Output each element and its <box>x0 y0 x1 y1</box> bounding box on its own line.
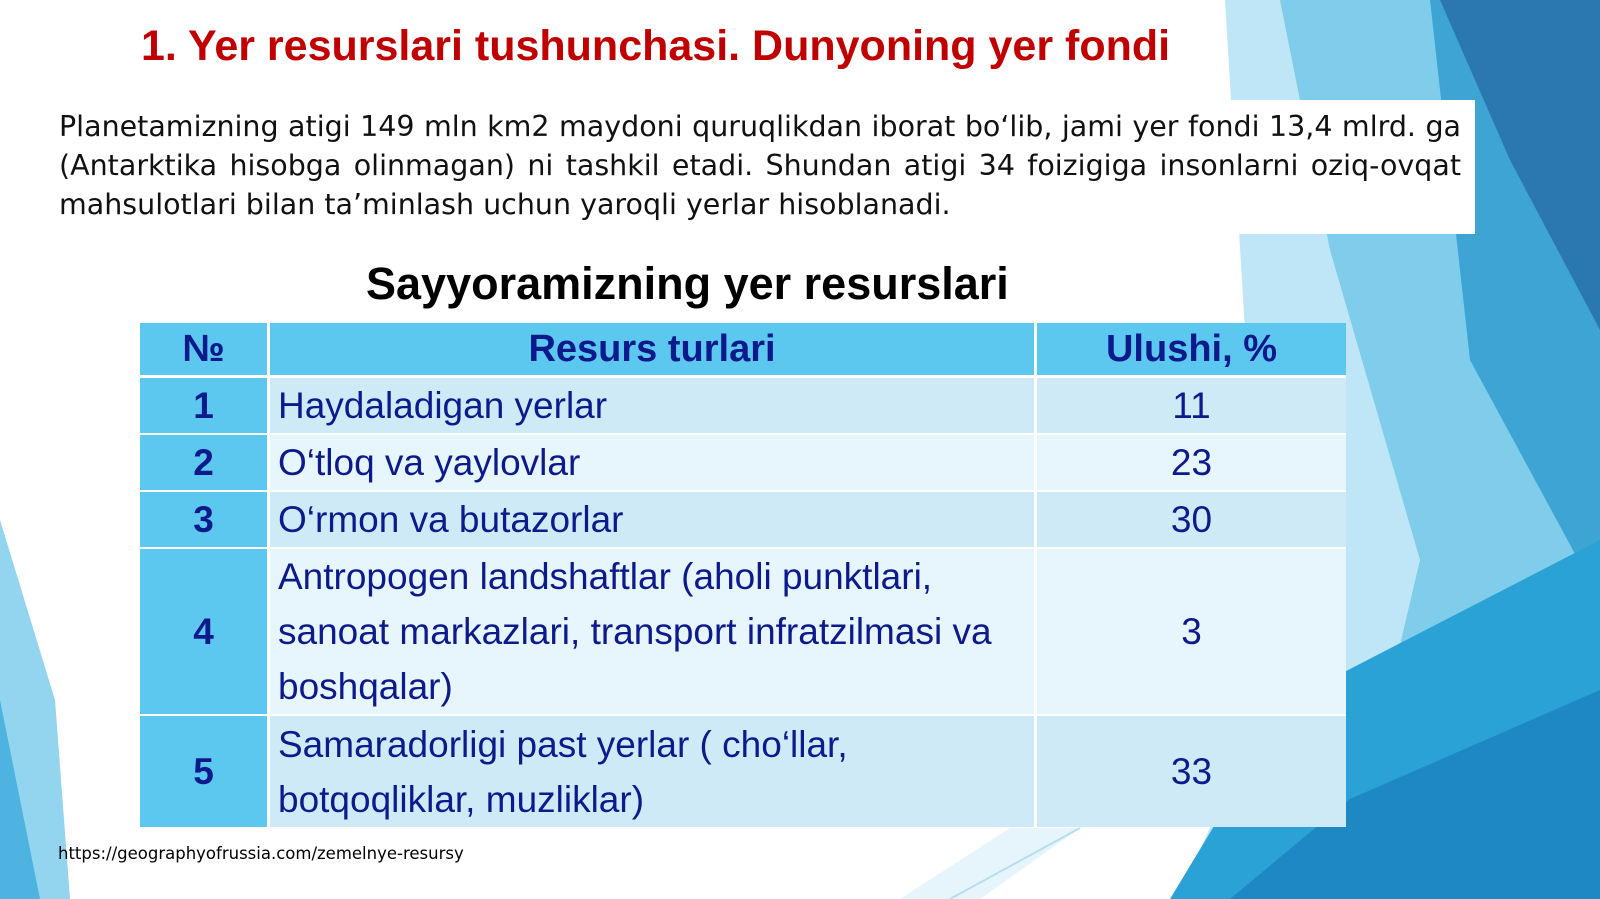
row-number: 1 <box>140 378 267 433</box>
row-resource-name: O‘rmon va butazorlar <box>267 490 1034 547</box>
row-share: 3 <box>1034 547 1346 714</box>
row-share: 30 <box>1034 490 1346 547</box>
header-resource-type: Resurs turlari <box>267 323 1034 378</box>
table-row <box>140 378 1346 433</box>
table-title: Sayyoramizning yer resurslari <box>366 258 1009 309</box>
row-resource-name: Haydaladigan yerlar <box>267 378 1034 433</box>
row-share: 11 <box>1034 378 1346 433</box>
table-row <box>140 547 1346 714</box>
table-header-row <box>140 323 1346 378</box>
intro-box <box>56 100 1475 234</box>
intro-paragraph: Planetamizning atigi 149 mln km2 maydoni quruqlikdan iborat bo‘lib, jami yer fondi 13,4 mlrd. ga (Antarktika hisobga olinmagan) ni tashkil etadi. Shundan atigi 34 foizigiga insonlarni oziq-ovqat mahsulotlari bilan ta’minlash uchun yaroqli yerlar hisoblanadi. <box>59 110 1461 221</box>
table-row <box>140 714 1346 827</box>
row-number: 5 <box>140 714 267 827</box>
row-share: 23 <box>1034 433 1346 490</box>
table-row <box>140 433 1346 490</box>
slide-title: 1. Yer resurslari tushunchasi. Dunyoning yer fondi <box>141 22 1171 70</box>
source-link-text: https://geographyofrussia.com/zemelnye-resursy <box>58 844 464 863</box>
row-resource-name: Antropogen landshaftlar (aholi punktlari, sanoat markazlari, transport infratzilmasi va boshqalar) <box>267 547 1034 714</box>
row-number: 2 <box>140 433 267 490</box>
header-number: № <box>140 323 267 378</box>
row-resource-name: Samaradorligi past yerlar ( cho‘llar, botqoqliklar, muzliklar) <box>267 714 1034 827</box>
row-share: 33 <box>1034 714 1346 827</box>
resources-table <box>140 323 1346 827</box>
table-row <box>140 490 1346 547</box>
row-resource-name: O‘tloq va yaylovlar <box>267 433 1034 490</box>
header-share: Ulushi, % <box>1034 323 1346 378</box>
row-number: 4 <box>140 547 267 714</box>
row-number: 3 <box>140 490 267 547</box>
